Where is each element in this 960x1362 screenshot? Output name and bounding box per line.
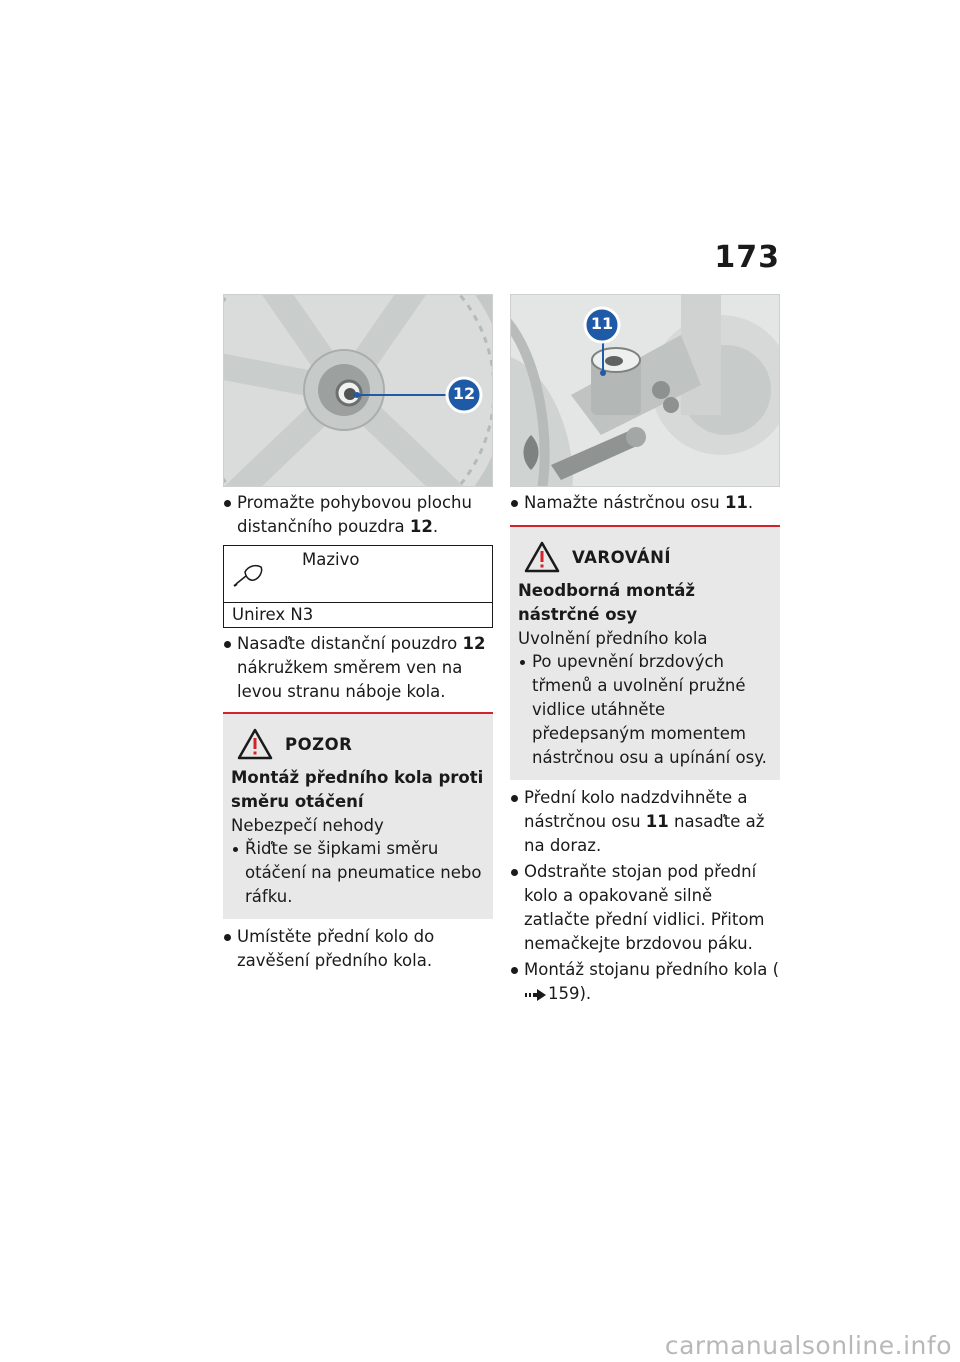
right-column bbox=[510, 294, 780, 1008]
caution-item: Řiďte se šipkami směru otáčení na pneumatice nebo ráfku. bbox=[231, 837, 485, 909]
page-number: 173 bbox=[714, 240, 780, 275]
caution-subtitle: Montáž předního kola proti směru otáčení bbox=[231, 768, 484, 811]
figure-axle bbox=[510, 294, 780, 487]
warning-cause: Uvolnění předního kola bbox=[518, 629, 708, 648]
page-reference[interactable]: 159 bbox=[548, 984, 580, 1003]
step-insert-spacer: Nasaďte distanční pouzdro 12 nákružkem směrem ven na levou stranu náboje kola. bbox=[223, 632, 493, 704]
caution-cause: Nebezpečí nehody bbox=[231, 816, 384, 835]
warning-triangle-icon bbox=[237, 728, 273, 760]
left-column bbox=[223, 294, 493, 975]
page-reference-arrow-icon bbox=[524, 988, 548, 1002]
warning-triangle-icon bbox=[524, 541, 560, 573]
caution-box bbox=[223, 712, 493, 919]
lubricant-box bbox=[223, 545, 493, 628]
step-place-wheel: Umístěte přední kolo do zavěšení předního kola. bbox=[223, 925, 493, 973]
step-remove-stand: Odstraňte stojan pod přední kolo a opakovaně silně zatlačte přední vidlici. Přitom nemačkejte brzdovou páku. bbox=[510, 860, 780, 956]
warning-title: VAROVÁNÍ bbox=[572, 547, 672, 567]
warning-box bbox=[510, 525, 780, 780]
figure-wheel-spacer bbox=[223, 294, 493, 487]
caution-title: POZOR bbox=[285, 734, 353, 754]
step-mount-stand: Montáž stojanu předního kola (159). bbox=[510, 958, 780, 1006]
lubricant-value: Unirex N3 bbox=[232, 605, 314, 624]
step-insert-axle: Přední kolo nadzdvihněte a nástrčnou osu 11 nasaďte až na doraz. bbox=[510, 786, 780, 858]
step-lubricate-spacer: Promažte pohybovou plochu distančního pouzdra 12. bbox=[223, 491, 493, 539]
lubricant-icon bbox=[232, 560, 266, 588]
step-grease-axle: Namažte nástrčnou osu 11. bbox=[510, 491, 780, 515]
watermark: carmanualsonline.info bbox=[0, 1322, 960, 1362]
figure-label-11: 11 bbox=[590, 314, 614, 333]
lubricant-title: Mazivo bbox=[302, 550, 360, 569]
warning-subtitle: Neodborná montáž nástrčné osy bbox=[518, 581, 695, 624]
figure-label-12: 12 bbox=[452, 384, 476, 403]
warning-item: Po upevnění brzdových třmenů a uvolnění pružné vidlice utáhněte předepsaným momentem nástrčnou osu a upínání osy. bbox=[518, 650, 772, 770]
